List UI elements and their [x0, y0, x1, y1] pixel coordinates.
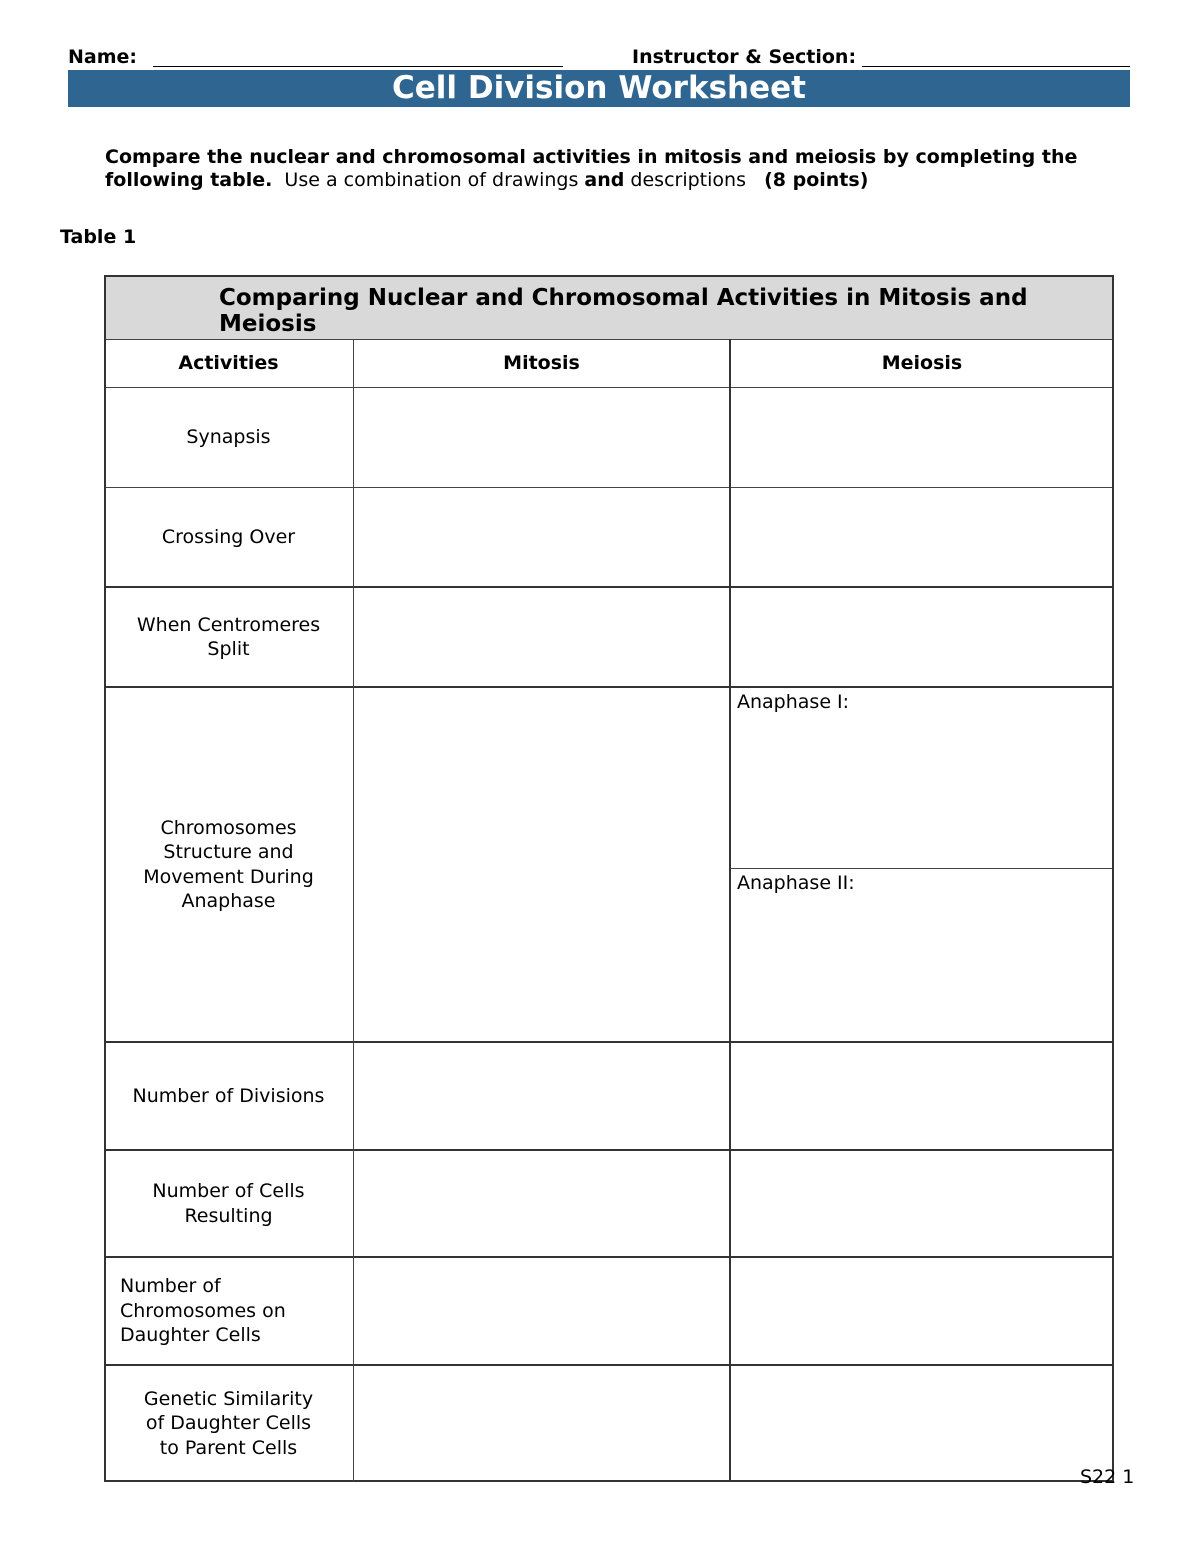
row-divider	[104, 1256, 1114, 1258]
mitosis-chromosomes-answer[interactable]	[353, 1257, 730, 1365]
instructions	[105, 146, 1105, 192]
mitosis-anaphase-answer[interactable]	[353, 687, 730, 1042]
row-anaphase-label: Chromosomes Structure and Movement During Anaphase	[143, 816, 314, 912]
table-label: Table 1	[60, 226, 137, 248]
row-divider	[104, 487, 1114, 488]
header-divider	[104, 387, 1114, 388]
column-divider	[729, 339, 731, 1482]
table-border-right	[1112, 275, 1114, 1482]
name-field-line[interactable]	[153, 66, 563, 67]
row-number-of-divisions-label: Number of Divisions	[132, 1084, 325, 1107]
row-divider	[104, 686, 1114, 688]
instructions-points: (8 points)	[764, 169, 869, 191]
mitosis-cells-answer[interactable]	[353, 1150, 730, 1257]
meiosis-chromosomes-answer[interactable]	[730, 1257, 1114, 1365]
column-header-meiosis: Meiosis	[881, 351, 963, 374]
instructor-section-field-line[interactable]	[862, 66, 1130, 67]
row-divider	[104, 1041, 1114, 1043]
comparison-table	[104, 275, 1114, 1482]
meiosis-divisions-answer[interactable]	[730, 1042, 1114, 1150]
column-header-mitosis: Mitosis	[503, 351, 580, 374]
instructions-bold: Compare the nuclear and chromosomal activities in mitosis and meiosis by completing the following table.	[105, 146, 1078, 191]
anaphase-sub-divider	[730, 868, 1114, 869]
row-divider	[104, 586, 1114, 588]
meiosis-centromeres-answer[interactable]	[730, 587, 1114, 687]
row-chromosomes-daughter-label: Number of Chromosomes on Daughter Cells	[120, 1275, 286, 1347]
mitosis-genetic-similarity-answer[interactable]	[353, 1365, 730, 1482]
row-genetic-similarity-label: Genetic Similarity of Daughter Cells to Parent Cells	[143, 1387, 314, 1459]
page-mark: S22 1	[1080, 1466, 1135, 1488]
meiosis-crossing-over-answer[interactable]	[730, 487, 1114, 587]
row-number-of-cells-label: Number of Cells Resulting	[152, 1180, 305, 1227]
instructions-part2: Use a combination of drawings	[284, 169, 579, 191]
row-divider	[104, 1149, 1114, 1151]
meiosis-cells-answer[interactable]	[730, 1150, 1114, 1257]
column-header-activities: Activities	[178, 351, 279, 374]
meiosis-anaphase-1-answer[interactable]	[730, 687, 1114, 868]
mitosis-synapsis-answer[interactable]	[353, 387, 730, 487]
column-divider	[353, 339, 354, 1482]
mitosis-centromeres-answer[interactable]	[353, 587, 730, 687]
row-divider	[104, 1364, 1114, 1366]
row-synapsis-label: Synapsis	[186, 425, 271, 448]
mitosis-divisions-answer[interactable]	[353, 1042, 730, 1150]
meiosis-genetic-similarity-answer[interactable]	[730, 1365, 1114, 1482]
anaphase-2-label: Anaphase II:	[737, 872, 855, 894]
table-border-bottom	[104, 1480, 1114, 1482]
instructions-part3: descriptions	[630, 169, 746, 191]
table-border-top	[104, 275, 1114, 277]
meiosis-synapsis-answer[interactable]	[730, 387, 1114, 487]
mitosis-crossing-over-answer[interactable]	[353, 487, 730, 587]
worksheet-title: Cell Division Worksheet	[68, 70, 1130, 107]
table-border-left	[104, 275, 106, 1482]
row-centromeres-split-label: When Centromeres Split	[136, 613, 321, 660]
anaphase-1-label: Anaphase I:	[737, 691, 850, 713]
instructions-and: and	[584, 169, 625, 191]
instructor-section-label: Instructor & Section:	[632, 46, 857, 68]
row-crossing-over-label: Crossing Over	[161, 525, 296, 548]
caption-divider	[104, 339, 1114, 340]
meiosis-anaphase-2-answer[interactable]	[730, 868, 1114, 1042]
name-label: Name:	[68, 46, 138, 68]
table-caption: Comparing Nuclear and Chromosomal Activities in Mitosis and Meiosis	[104, 275, 1114, 339]
